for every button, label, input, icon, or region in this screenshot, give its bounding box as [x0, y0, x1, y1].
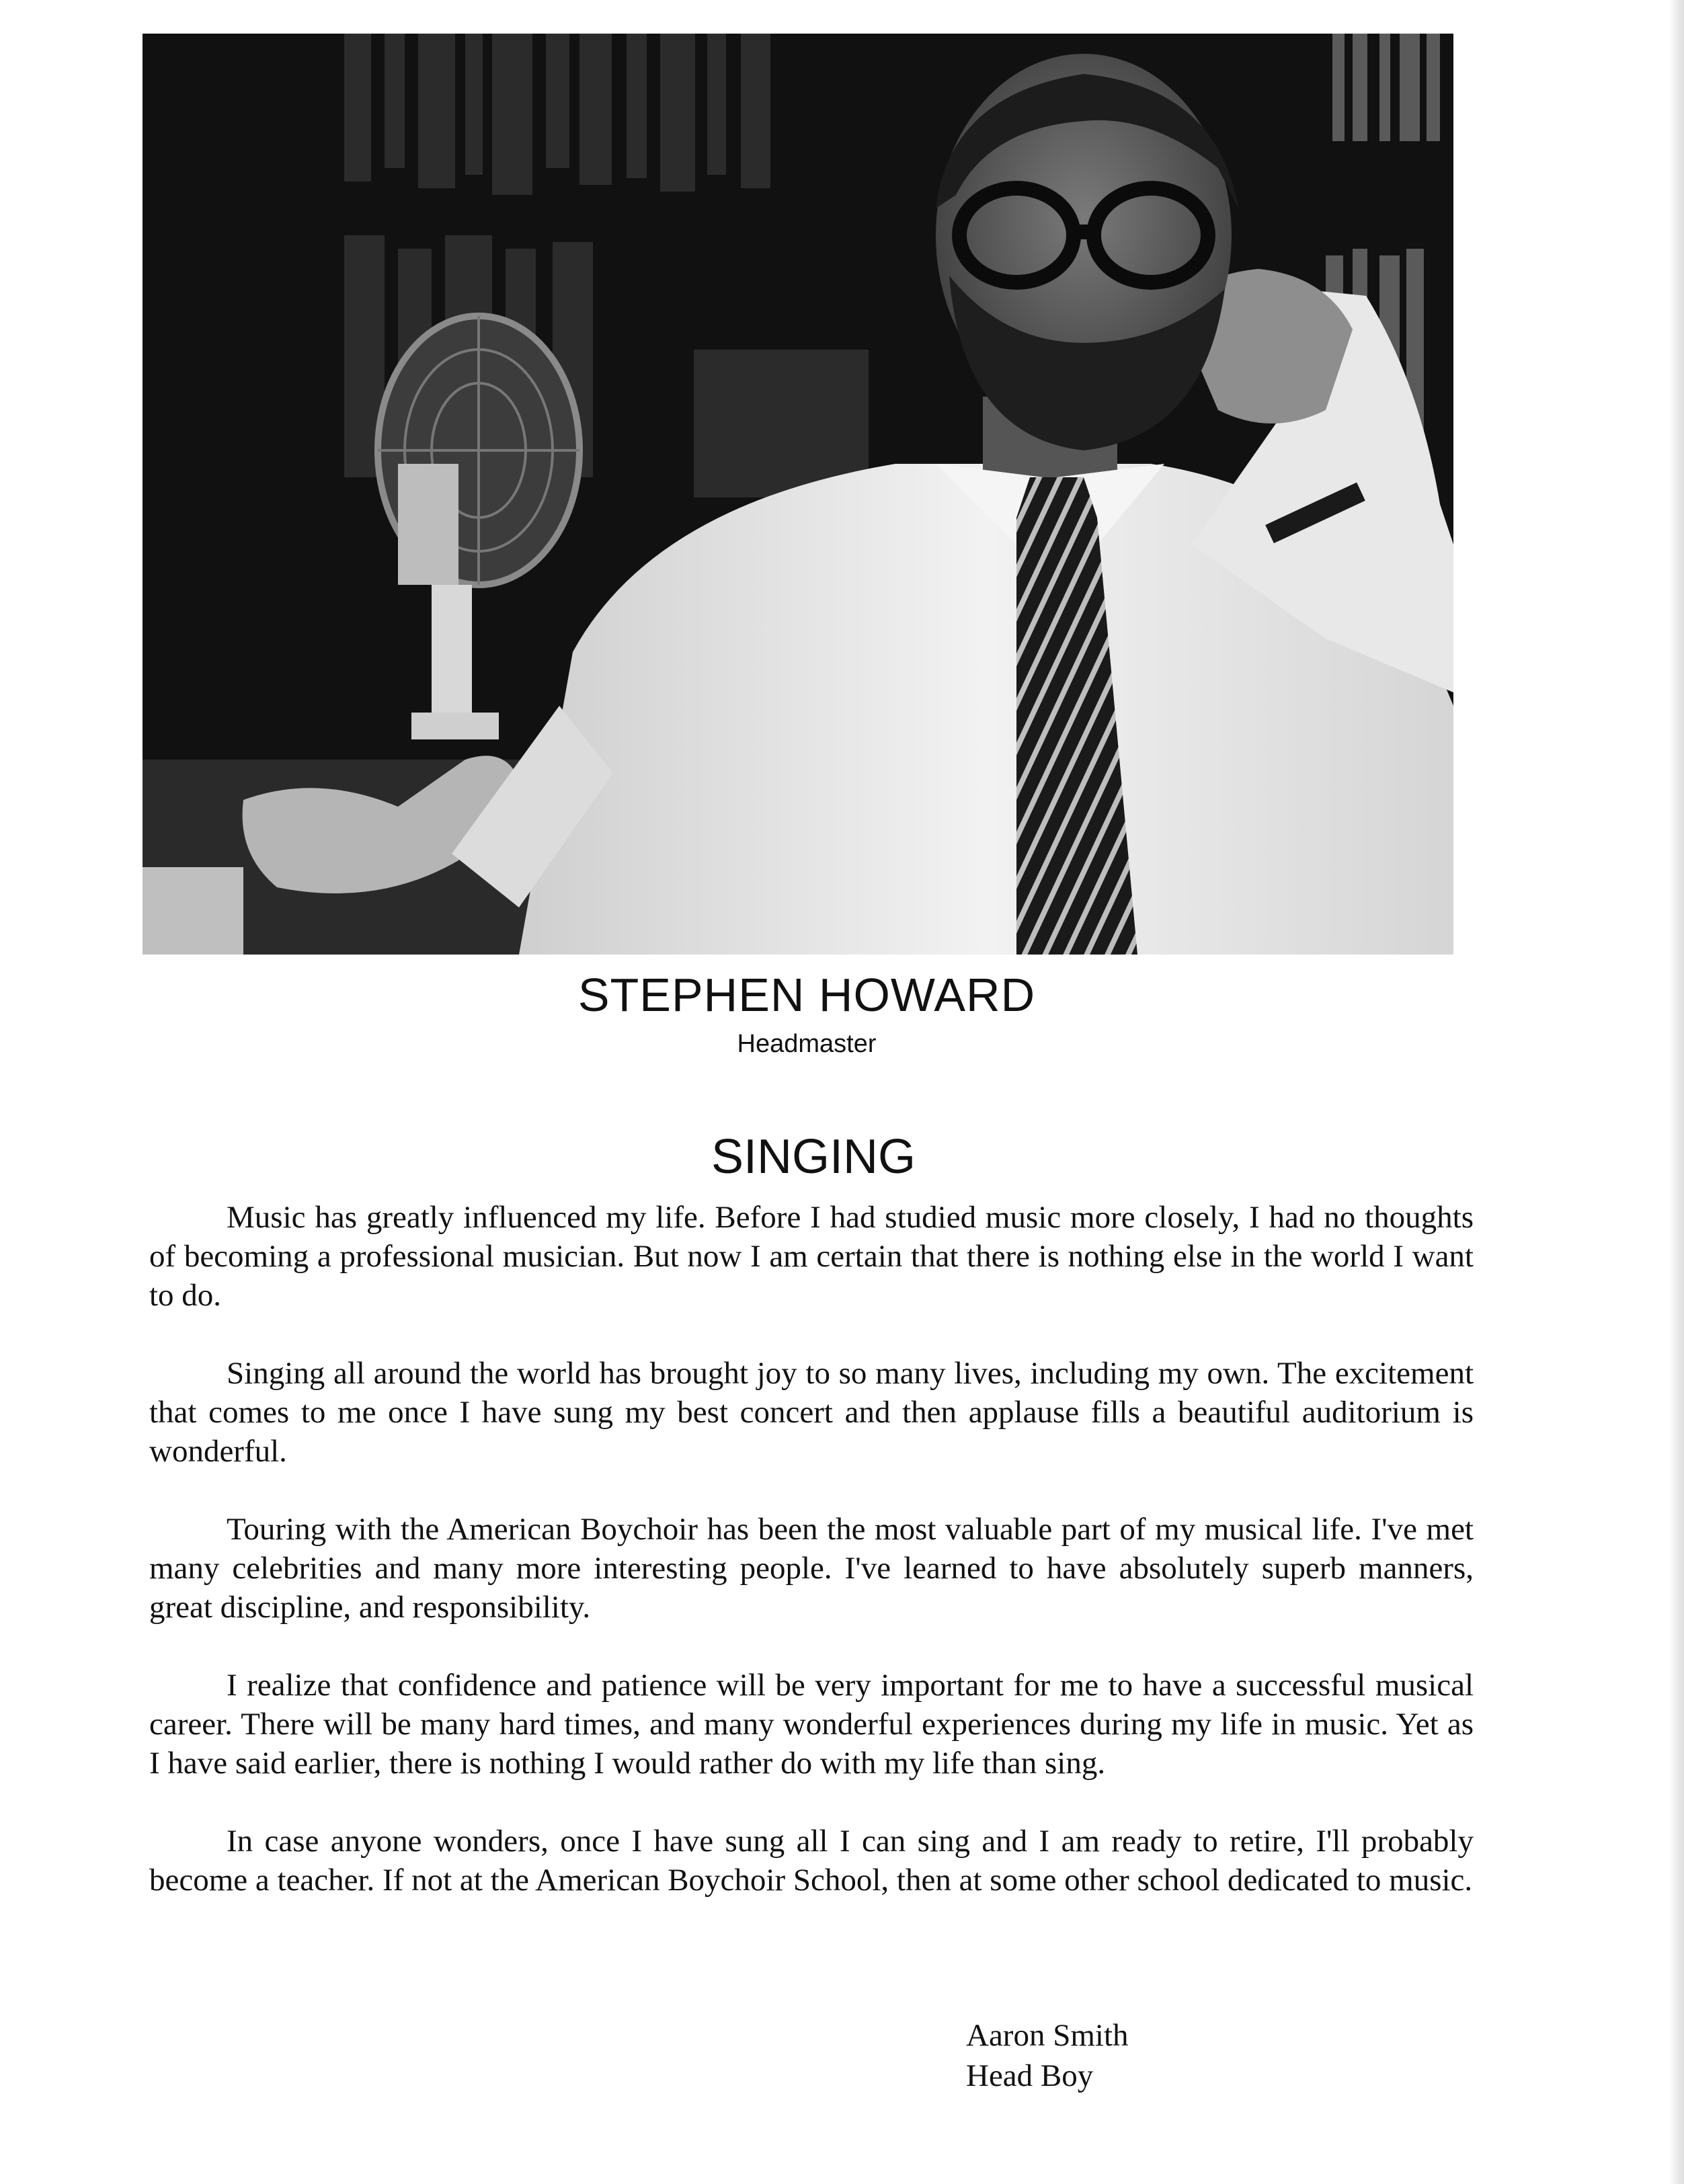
essay-paragraph: I realize that confidence and patience will be very important for me to have a successful musical career. There will be many hard times, and many wonderful experiences during my life in music. Yet as I have said earlier, there is nothing I would rather do with my life than sing.: [149, 1668, 1474, 1781]
page-edge-shadow: [1669, 0, 1684, 2184]
essay-paragraph: Music has greatly influenced my life. Before I had studied music more closely, I had no thoughts of becoming a professional musician. But now I am certain that there is nothing else in the world I want to do.: [149, 1200, 1474, 1313]
signature-title: Head Boy: [966, 2058, 1094, 2093]
signature-block: [966, 2015, 1129, 2096]
essay-paragraph: In case anyone wonders, once I have sung all I can sing and I am ready to retire, I'll probably become a teacher. If not at the American Boychoir School, then at some other school dedicated to music.: [149, 1824, 1474, 1898]
essay-title: SINGING: [711, 1130, 916, 1184]
headmaster-photo: [143, 34, 1453, 955]
caption-role: Headmaster: [737, 1030, 877, 1058]
essay-body: [149, 1198, 1474, 1939]
caption-name: STEPHEN HOWARD: [577, 969, 1036, 1021]
signature-name: Aaron Smith: [966, 2018, 1129, 2053]
essay-paragraph: Singing all around the world has brought joy to so many lives, including my own. The excitement that comes to me once I have sung my best concert and then applause fills a beautiful auditorium is wonderful.: [149, 1356, 1474, 1469]
essay-paragraph: Touring with the American Boychoir has been the most valuable part of my musical life. I've met many celebrities and many more interesting people. I've learned to have absolutely superb manners, great discipline, and responsibility.: [149, 1512, 1474, 1625]
